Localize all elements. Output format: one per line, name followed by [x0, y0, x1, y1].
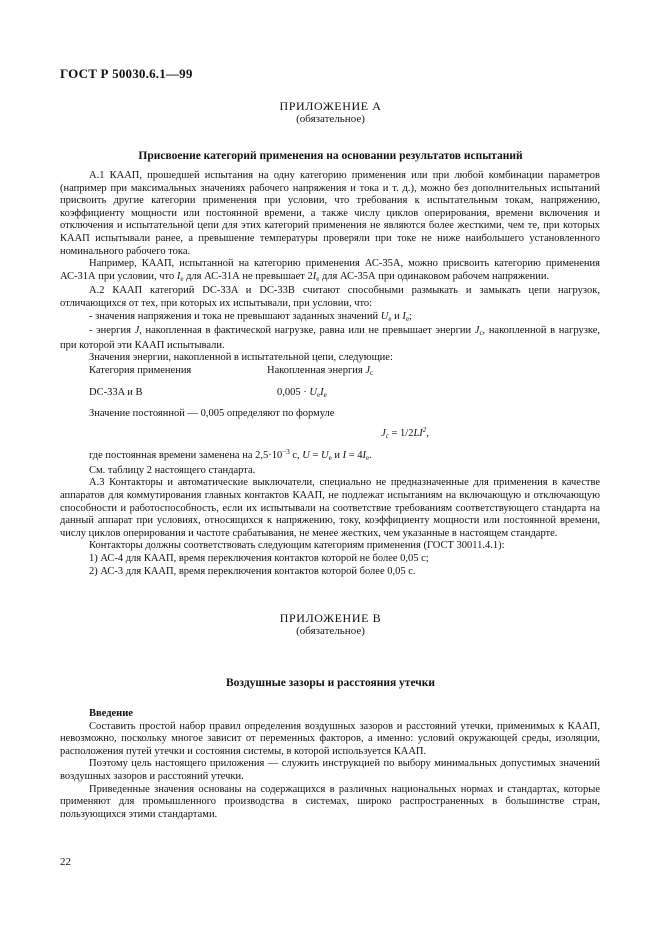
var-u: U [321, 450, 329, 462]
text-fragment: - энергия [89, 325, 135, 337]
energy-formula [60, 424, 600, 443]
var-i: I [312, 270, 317, 282]
paragraph-b1: Составить простой набор правил определения воздушных зазоров и расстояний утечки, применимых к КААП, невозможно, поскольку многое зависит от переменных факторов, а именно: условий окружающей среды, изоляции, расположения путей утечки и состояния системы, в которой используется КААП. [60, 720, 600, 757]
sub-c: c [385, 431, 389, 440]
see-table: См. таблицу 2 настоящего стандарта. [89, 464, 256, 476]
sub-e: e [316, 390, 321, 399]
sub-e: e [323, 390, 327, 399]
sub-e: e [316, 274, 320, 283]
var-li: LI [413, 427, 423, 439]
appendix-a-body [60, 170, 600, 578]
var-u: U [309, 386, 317, 398]
appendix-b-title: ПРИЛОЖЕНИЕ В [279, 611, 382, 625]
table-cell-category: DC-33A и B [89, 386, 143, 398]
appendix-a-heading: Присвоение категорий применения на основании результатов испытаний [138, 150, 523, 162]
text-fragment: . [369, 450, 372, 462]
text-fragment: = 1/2 [388, 427, 414, 439]
condition-2 [60, 325, 600, 352]
table-header-energy [267, 365, 373, 380]
list-item-1: 1) АС-4 для КААП, время переключения контактов которой не более 0,05 с; [89, 553, 429, 565]
sub-e: e [366, 454, 370, 463]
sub-e: e [180, 274, 184, 283]
var-i: I [362, 450, 367, 462]
appendix-b-status: (обязательное) [296, 625, 365, 637]
var-j: J [365, 364, 371, 376]
text-fragment: для АС-35А при одинаковом рабочем напряжении. [319, 270, 550, 282]
text-fragment: Например, КААП, испытанной на категорию применения АС-35А, можно присвоить категорию применения АС-31А при условии, что [60, 258, 600, 282]
page-number: 22 [60, 856, 71, 868]
text-fragment: Накопленная энергия [267, 364, 366, 376]
text-fragment: и [391, 310, 403, 322]
text-fragment: и [331, 450, 343, 462]
where-text [60, 446, 600, 465]
text-fragment: для АС-31А не превышает 2 [183, 270, 313, 282]
text-fragment: = 4 [346, 450, 363, 462]
appendix-a-status: (обязательное) [296, 113, 365, 125]
constant-text: Значение постоянной — 0,005 определяют по формуле [89, 408, 335, 420]
paragraph-a1: А.1 КААП, прошедшей испытания на одну категорию применения или при любой комбинации параметров (например при максимальных значениях рабочего напряжения и тока и т. д.), можно без дополнительных испытаний присвоить другие категории применения при условии, что требования к испытательным токам, напряжению, коэффициенту мощности или постоянной времени, а также числу циклов оперирования, времени включения и отключения и испытательной цепи для этих категорий применения не являются более жесткими, чем те, при которых КААП испытывали ранее, а превышение температуры проверяли при токе не ниже наибольшего установленного номинального рабочего тока. [60, 170, 600, 257]
standard-header: ГОСТ Р 50030.6.1—99 [60, 66, 193, 81]
var-i: I [176, 270, 181, 282]
text-fragment: где постоянная времени заменена на 2,5·10 [89, 450, 283, 462]
sub-e: e [328, 454, 332, 463]
var-i: I [320, 386, 324, 398]
text-fragment: , накопленная в фактической нагрузке, равна или не превышает энергии [139, 325, 475, 337]
sup-2: 2 [422, 425, 427, 434]
paragraph-a1-example [60, 258, 600, 285]
var-i: I [342, 450, 347, 462]
energy-table-row [60, 387, 600, 402]
var-j: J [381, 427, 386, 439]
energy-table-header [60, 365, 600, 380]
table-cell-energy [267, 387, 327, 402]
text-fragment: 0,005 · [277, 386, 310, 398]
paragraph-a3: А.3 Контакторы и автоматические выключатели, специально не предназначенные для применения в качестве аппаратов для коммутирования главных контактов КААП, не подлежат испытаниям на включающую и отключающую способности и работоспособность, если их испытывали на соответствие требованиям соответствующего стандарта на данный аппарат при условиях, относящихся к напряжению, току, коэффициенту мощности или постоянной времени, числу циклов оперирования и частоте срабатывания, не менее жестких, чем указанные в настоящем стандарте. [60, 477, 600, 539]
var-j: J [134, 325, 140, 337]
text-fragment: с, [289, 450, 303, 462]
sub-e: e [405, 314, 409, 323]
text-fragment: , накопленной в нагрузке, при которой эти КААП испытывали. [60, 325, 600, 351]
paragraph-b3: Приведенные значения основаны на содержащихся в различных национальных нормах и стандартах, которые применяют для промышленного производства в системах, широко распространенных в большинстве стран, пользующихся этими стандартами. [60, 783, 600, 820]
sub-e: e [388, 314, 392, 323]
paragraph-contactors: Контакторы должны соответствовать следующим категориям применения (ГОСТ 30011.4.1): [89, 540, 505, 552]
sub-c: c [479, 329, 483, 338]
sub-c: c [370, 368, 374, 377]
text-fragment: ; [408, 310, 412, 322]
text-fragment: - значения напряжения и тока не превышают заданных значений [89, 310, 381, 322]
list-item-2: 2) АС-3 для КААП, время переключения контактов которой более 0,05 с. [89, 565, 416, 577]
var-j: J [474, 325, 480, 337]
var-u: U [302, 450, 310, 462]
table-header-category: Категория применения [89, 364, 192, 376]
appendix-b-heading: Воздушные зазоры и расстояния утечки [225, 677, 436, 689]
paragraph-a2: А.2 КААП категорий DC-33A и DC-33B считают способными размыкать и замыкать цепи нагрузок, отличающихся от тех, при которых их испытывали, при условии, что: [60, 285, 600, 309]
energy-intro: Значения энергии, накопленной в испытательной цепи, следующие: [89, 352, 393, 364]
text-fragment: = [309, 450, 322, 462]
sup-exp: −3 [282, 448, 290, 457]
paragraph-b2: Поэтому цель настоящего приложения — служить инструкцией по выбору минимальных допустимых значений воздушных зазоров и расстояний утечки. [60, 758, 600, 782]
appendix-b-body [60, 708, 600, 821]
text-fragment: , [426, 427, 429, 439]
introduction-title: Введение [89, 708, 133, 719]
appendix-a-title: ПРИЛОЖЕНИЕ А [279, 99, 382, 113]
var-u: U [380, 310, 389, 322]
var-i: I [402, 310, 406, 322]
condition-1 [60, 311, 600, 326]
